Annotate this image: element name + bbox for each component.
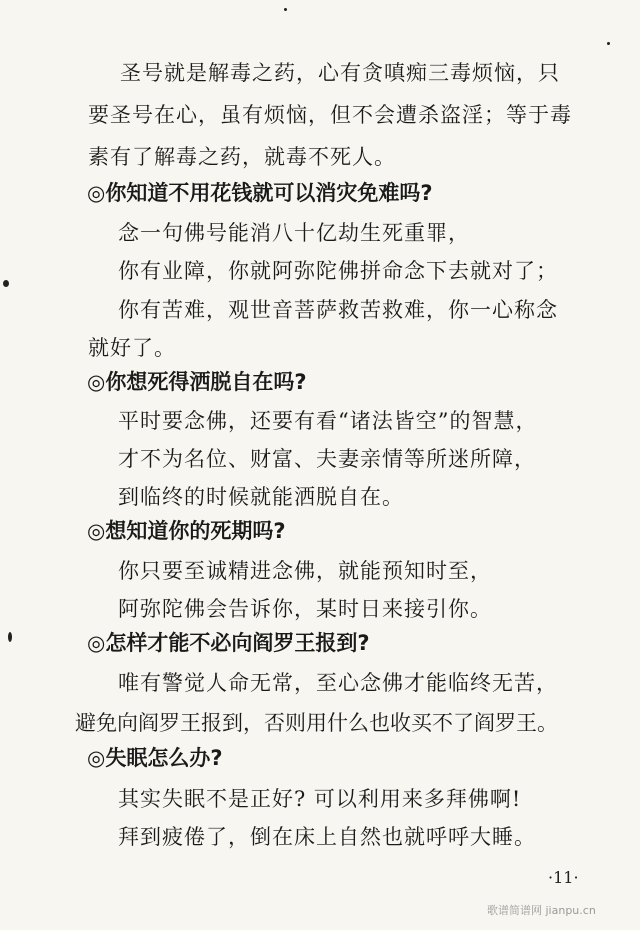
text-line-14: 你只要至诚精进念佛，就能预知时至， bbox=[118, 559, 492, 583]
section-heading-2: ◎你想死得洒脱自在吗? bbox=[87, 370, 307, 394]
text-line-6: 你有业障，你就阿弥陀佛拼命念下去就对了； bbox=[118, 259, 558, 283]
text-line-18: 避免向阎罗王报到，否则用什么也收买不了阎罗王。 bbox=[75, 711, 558, 735]
text-line-2: 要圣号在心，虽有烦恼，但不会遭杀盗淫；等于毒 bbox=[88, 103, 572, 127]
text-line-1: 圣号就是解毒之药，心有贪嗔痴三毒烦恼，只 bbox=[120, 61, 560, 85]
text-line-3: 素有了解毒之药，就毒不死人。 bbox=[88, 145, 396, 169]
site-watermark: 歌谱简谱网 jianpu.cn bbox=[487, 904, 596, 917]
text-line-15: 阿弥陀佛会告诉你，某时日来接引你。 bbox=[118, 597, 492, 621]
page-number: ·11· bbox=[548, 868, 579, 887]
text-line-20: 其实失眠不是正好? 可以利用来多拜佛啊! bbox=[118, 787, 522, 811]
text-line-10: 平时要念佛，还要有看“诸法皆空”的智慧， bbox=[118, 409, 538, 433]
text-line-12: 到临终的时候就能洒脱自在。 bbox=[118, 485, 404, 509]
text-line-5: 念一句佛号能消八十亿劫生死重罪， bbox=[118, 221, 470, 245]
scan-speck bbox=[284, 8, 287, 11]
text-line-7: 你有苦难，观世音菩萨救苦救难，你一心称念 bbox=[118, 298, 558, 322]
text-line-11: 才不为名位、财富、夫妻亲情等所迷所障， bbox=[118, 447, 536, 471]
section-heading-1: ◎你知道不用花钱就可以消灾免难吗? bbox=[87, 181, 433, 205]
scan-speck bbox=[607, 42, 610, 45]
section-heading-4: ◎怎样才能不必向阎罗王报到? bbox=[87, 631, 370, 655]
text-line-21: 拜到疲倦了，倒在床上自然也就呼呼大睡。 bbox=[118, 825, 536, 849]
text-line-17: 唯有警觉人命无常，至心念佛才能临终无苦， bbox=[118, 671, 558, 695]
scan-speck bbox=[8, 632, 12, 642]
section-heading-5: ◎失眠怎么办? bbox=[87, 746, 223, 770]
text-line-8: 就好了。 bbox=[88, 336, 176, 360]
scan-speck bbox=[3, 280, 9, 287]
section-heading-3: ◎想知道你的死期吗? bbox=[87, 519, 286, 543]
